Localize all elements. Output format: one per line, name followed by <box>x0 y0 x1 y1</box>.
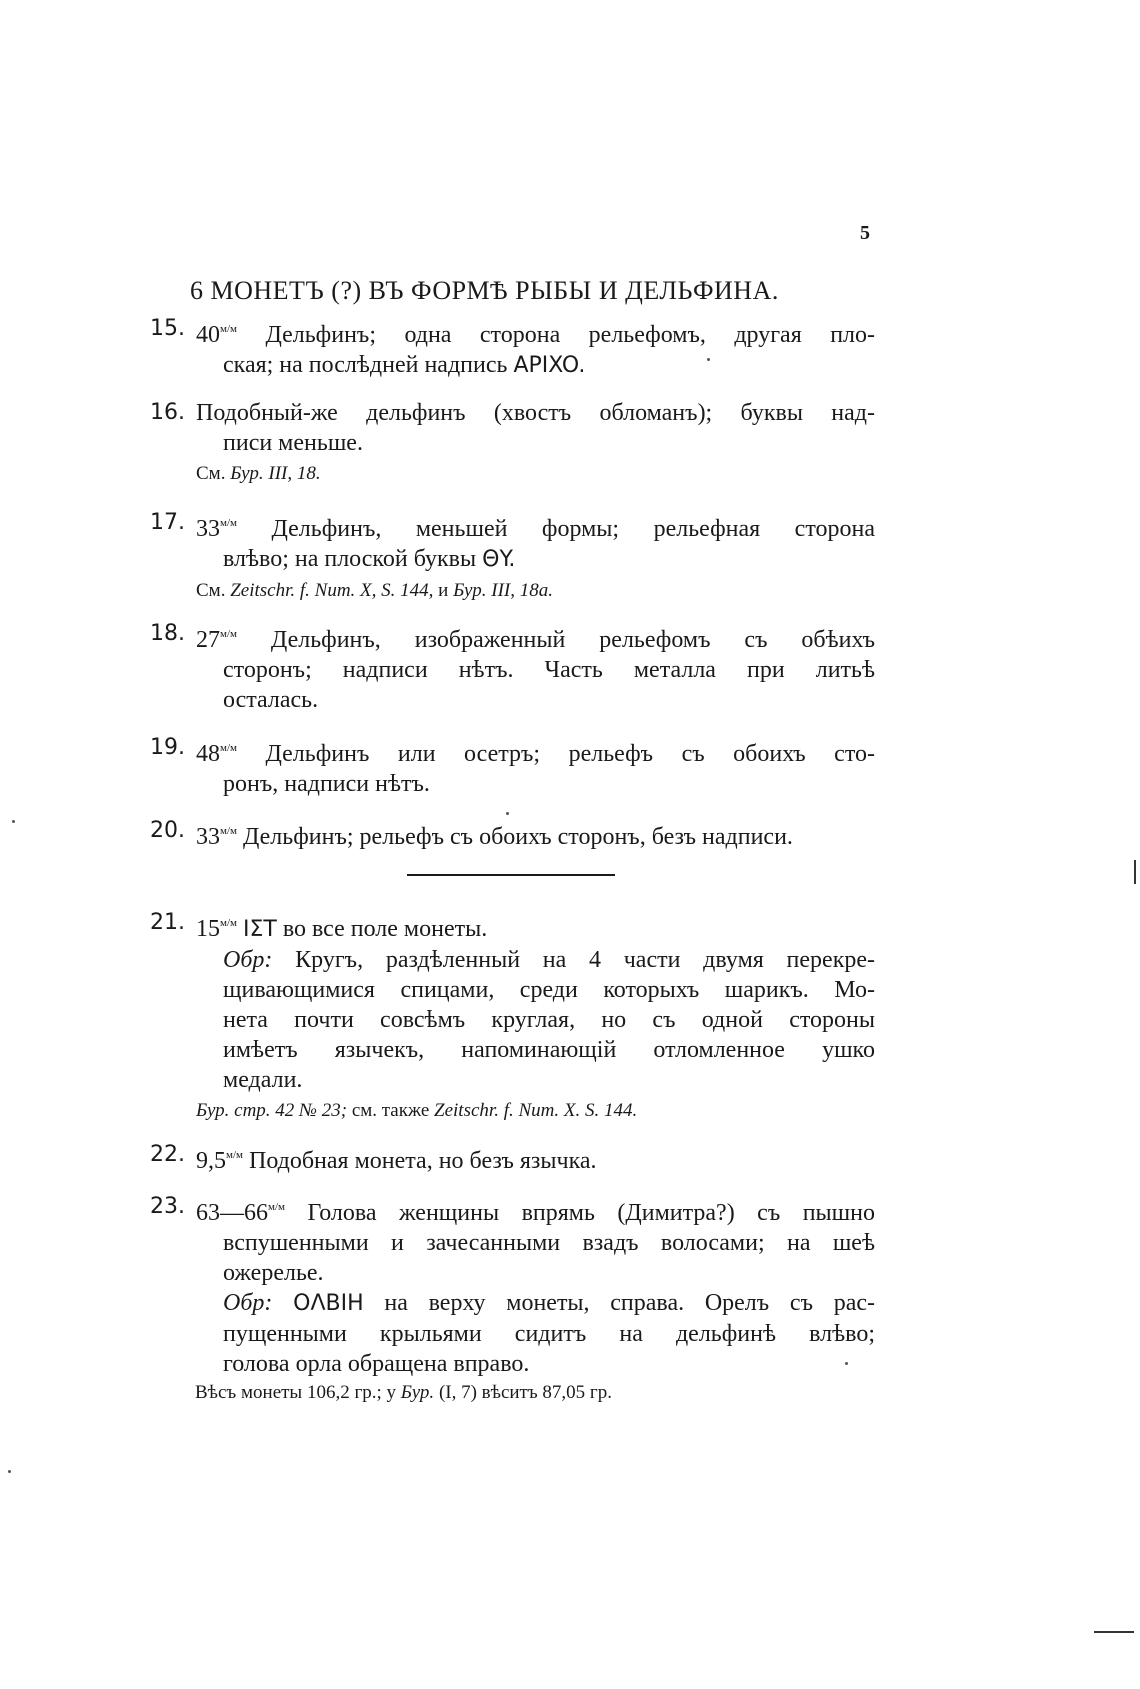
catalog-entry-15 <box>150 314 875 381</box>
description: Дельфинъ; одна сторона рельефомъ, другая пло- <box>265 322 876 348</box>
entry-line <box>150 816 875 852</box>
entry-number: 20. <box>150 818 185 843</box>
section-heading: 6 МОНЕТЪ (?) ВЪ ФОРМѢ РЫБЫ И ДЕЛЬФИНА. <box>190 276 779 305</box>
inscription: IΣT <box>242 917 277 942</box>
inscription: OΛBIH <box>293 1291 364 1316</box>
catalog-entry-21 <box>150 908 875 1125</box>
entry-number: 19. <box>150 735 185 760</box>
catalog-entry-22 <box>150 1140 875 1176</box>
description: на верху монеты, справа. Орелъ съ рас- <box>384 1290 876 1316</box>
entry-line <box>150 544 875 575</box>
ref-citation: Бур. стр. 42 № 23; <box>196 1100 348 1121</box>
catalog-entry-16 <box>150 398 875 488</box>
entry-line: нета почти совсѣмъ круглая, но съ одной стороны <box>223 1007 875 1033</box>
scan-speck <box>8 1470 11 1473</box>
inscription: ΘY. <box>482 547 516 572</box>
mm-unit: м/м <box>220 742 237 754</box>
description: Дельфинъ, изображенный рельефомъ съ обѣихъ <box>270 627 875 653</box>
mm-unit: м/м <box>220 517 237 529</box>
reference <box>150 577 875 605</box>
entry-line <box>150 1288 875 1319</box>
page-number: 5 <box>860 222 870 244</box>
catalog-entry-20 <box>150 816 875 852</box>
ref-citation: Zeitschr. f. Num. X, S. 144, <box>230 580 434 601</box>
entry-number: 17. <box>150 510 185 535</box>
entry-number: 23. <box>150 1194 185 1219</box>
description: Кругъ, раздѣленный на 4 части двумя перекре- <box>295 947 875 973</box>
catalog-entry-19 <box>150 733 875 799</box>
entry-number: 18. <box>150 621 185 646</box>
entry-line: имѣетъ язычекъ, напоминающій отломленное ушко <box>223 1037 875 1063</box>
entry-line <box>150 908 875 945</box>
weight-citation: Бур. <box>400 1382 435 1403</box>
description: ская; на послѣдней надпись <box>223 352 508 378</box>
description: Голова женщины впрямь (Димитра?) съ пышно <box>307 1200 876 1226</box>
entry-line: осталась. <box>223 687 319 713</box>
weight-text: Вѣсъ монеты 106,2 гр.; у <box>195 1382 397 1403</box>
entry-line: Подобный-же дельфинъ (хвостъ обломанъ); буквы над- <box>196 400 875 426</box>
scan-edge-mark <box>1134 860 1136 884</box>
scan-speck <box>845 1362 848 1365</box>
entry-line <box>150 508 875 544</box>
entry-line: ожерелье. <box>223 1260 324 1286</box>
reference <box>150 1097 875 1125</box>
mm-unit: м/м <box>220 628 237 640</box>
size: 9,5 <box>196 1148 226 1174</box>
ref-and: и <box>438 580 449 601</box>
catalog-entry-17 <box>150 508 875 605</box>
entry-line <box>150 733 875 769</box>
reverse-label: Обр: <box>223 1290 273 1316</box>
size: 40 <box>196 322 220 348</box>
section-divider <box>407 874 615 876</box>
entry-number: 15. <box>150 316 185 341</box>
ref-prefix: См. <box>196 580 226 601</box>
entry-line <box>150 350 875 381</box>
size: 48 <box>196 741 220 767</box>
entry-line <box>150 314 875 350</box>
entry-number: 21. <box>150 910 185 935</box>
scan-edge-mark <box>1094 1631 1134 1633</box>
mm-unit: м/м <box>220 825 237 837</box>
reverse-label: Обр: <box>223 947 273 973</box>
ref-citation: Zeitschr. f. Num. X. S. 144. <box>434 1100 638 1121</box>
description: во все поле монеты. <box>282 916 488 942</box>
entry-line: щивающимися спицами, среди которыхъ шарикъ. Мо- <box>223 977 875 1003</box>
mm-unit: м/м <box>268 1201 285 1213</box>
entry-line <box>150 1140 875 1176</box>
entry-line: вспушенными и зачесанными взадъ волосами; на шеѣ <box>223 1230 875 1256</box>
size: 27 <box>196 627 220 653</box>
scan-speck <box>506 812 509 815</box>
scan-speck <box>12 820 15 823</box>
reference <box>150 460 875 488</box>
entry-line: писи меньше. <box>223 430 363 456</box>
mm-unit: м/м <box>220 917 237 929</box>
mm-unit: м/м <box>220 323 237 335</box>
description: влѣво; на плоской буквы <box>223 546 477 572</box>
weight-text: (I, 7) вѣситъ 87,05 гр. <box>438 1382 612 1403</box>
entry-line: ронъ, надписи нѣтъ. <box>223 771 430 797</box>
size: 33 <box>196 824 220 850</box>
ref-citation: Бур. III, 18a. <box>453 580 553 601</box>
description: Подобная монета, но безъ язычка. <box>248 1148 597 1174</box>
catalog-entry-23 <box>150 1192 875 1379</box>
size: 63—66 <box>196 1200 268 1226</box>
weight-note <box>195 1382 612 1404</box>
mm-unit: м/м <box>226 1149 243 1161</box>
description: Дельфинъ; рельефъ съ обоихъ сторонъ, безъ надписи. <box>242 824 793 850</box>
scan-speck <box>707 358 710 361</box>
ref-prefix: См. <box>196 463 226 484</box>
size: 33 <box>196 516 220 542</box>
entry-line: голова орла обращена вправо. <box>223 1351 530 1377</box>
ref-citation: Бур. III, 18. <box>230 463 321 484</box>
entry-line: медали. <box>223 1067 303 1093</box>
entry-number: 22. <box>150 1142 185 1167</box>
entry-line <box>150 1192 875 1228</box>
catalog-entry-18 <box>150 619 875 715</box>
entry-number: 16. <box>150 400 185 425</box>
ref-mid: см. также <box>351 1100 430 1121</box>
entry-line <box>150 619 875 655</box>
description: Дельфинъ или осетръ; рельефъ съ обоихъ сто- <box>265 741 875 767</box>
entry-line: сторонъ; надписи нѣтъ. Часть металла при литьѣ <box>223 657 875 683</box>
inscription: APIXO. <box>513 353 586 378</box>
entry-line: пущенными крыльями сидитъ на дельфинѣ влѣво; <box>223 1321 875 1347</box>
size: 15 <box>196 916 220 942</box>
description: Дельфинъ, меньшей формы; рельефная сторона <box>271 516 875 542</box>
entry-line <box>150 945 875 975</box>
